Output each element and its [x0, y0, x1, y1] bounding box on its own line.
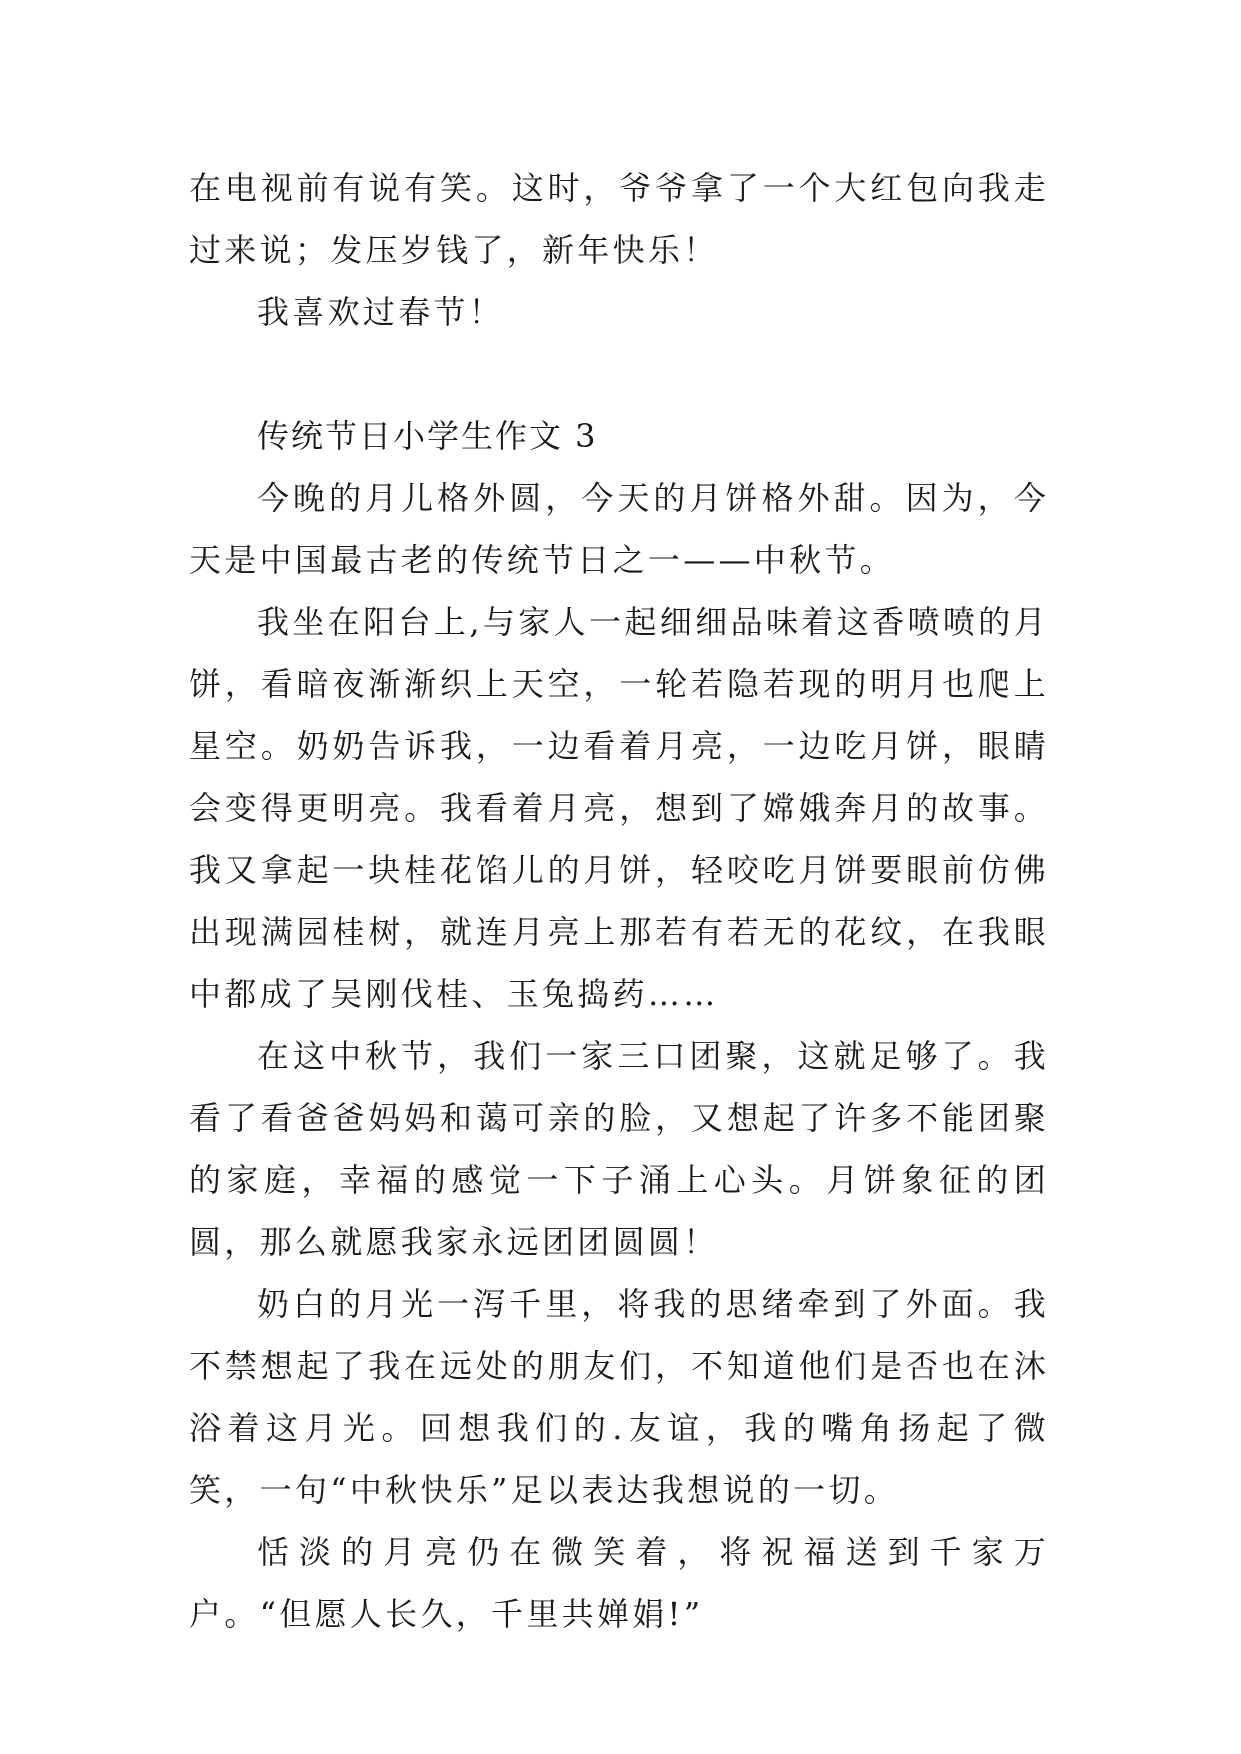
paragraph-1: 今晚的月儿格外圆，今天的月饼格外甜。因为，今天是中国最古老的传统节日之一——中秋节。 — [189, 479, 1049, 579]
section-title: 传统节日小学生作文 3 — [257, 417, 598, 455]
paragraph-3: 在这中秋节，我们一家三口团聚，这就足够了。我看了看爸爸妈妈和蔼可亲的脸，又想起了许多不能团聚的家庭，幸福的感觉一下子涌上心头。月饼象征的团圆，那么就愿我家永远团团圆圆！ — [189, 1037, 1049, 1261]
paragraph-5: 恬淡的月亮仍在微笑着，将祝福送到千家万户。“但愿人长久，千里共婵娟!” — [189, 1533, 1049, 1633]
closing-line: 我喜欢过春节！ — [257, 293, 505, 331]
document-body — [189, 157, 1049, 1645]
paragraph-4: 奶白的月光一泻千里，将我的思绪牵到了外面。我不禁想起了我在远处的朋友们，不知道他们是否也在沐浴着这月光。回想我们的.友谊，我的嘴角扬起了微笑，一句“中秋快乐”足以表达我想说的一切。 — [189, 1285, 1049, 1509]
continued-paragraph: 在电视前有说有笑。这时，爷爷拿了一个大红包向我走过来说；发压岁钱了，新年快乐！ — [189, 169, 1049, 269]
paragraph-2: 我坐在阳台上,与家人一起细细品味着这香喷喷的月饼，看暗夜渐渐织上天空，一轮若隐若现的明月也爬上星空。奶奶告诉我，一边看着月亮，一边吃月饼，眼睛会变得更明亮。我看着月亮，想到了嫦娥奔月的故事。我又拿起一块桂花馅儿的月饼，轻咬吃月饼要眼前仿佛出现满园桂树，就连月亮上那若有若无的花纹，在我眼中都成了吴刚伐桂、玉兔捣药…… — [189, 603, 1049, 1013]
